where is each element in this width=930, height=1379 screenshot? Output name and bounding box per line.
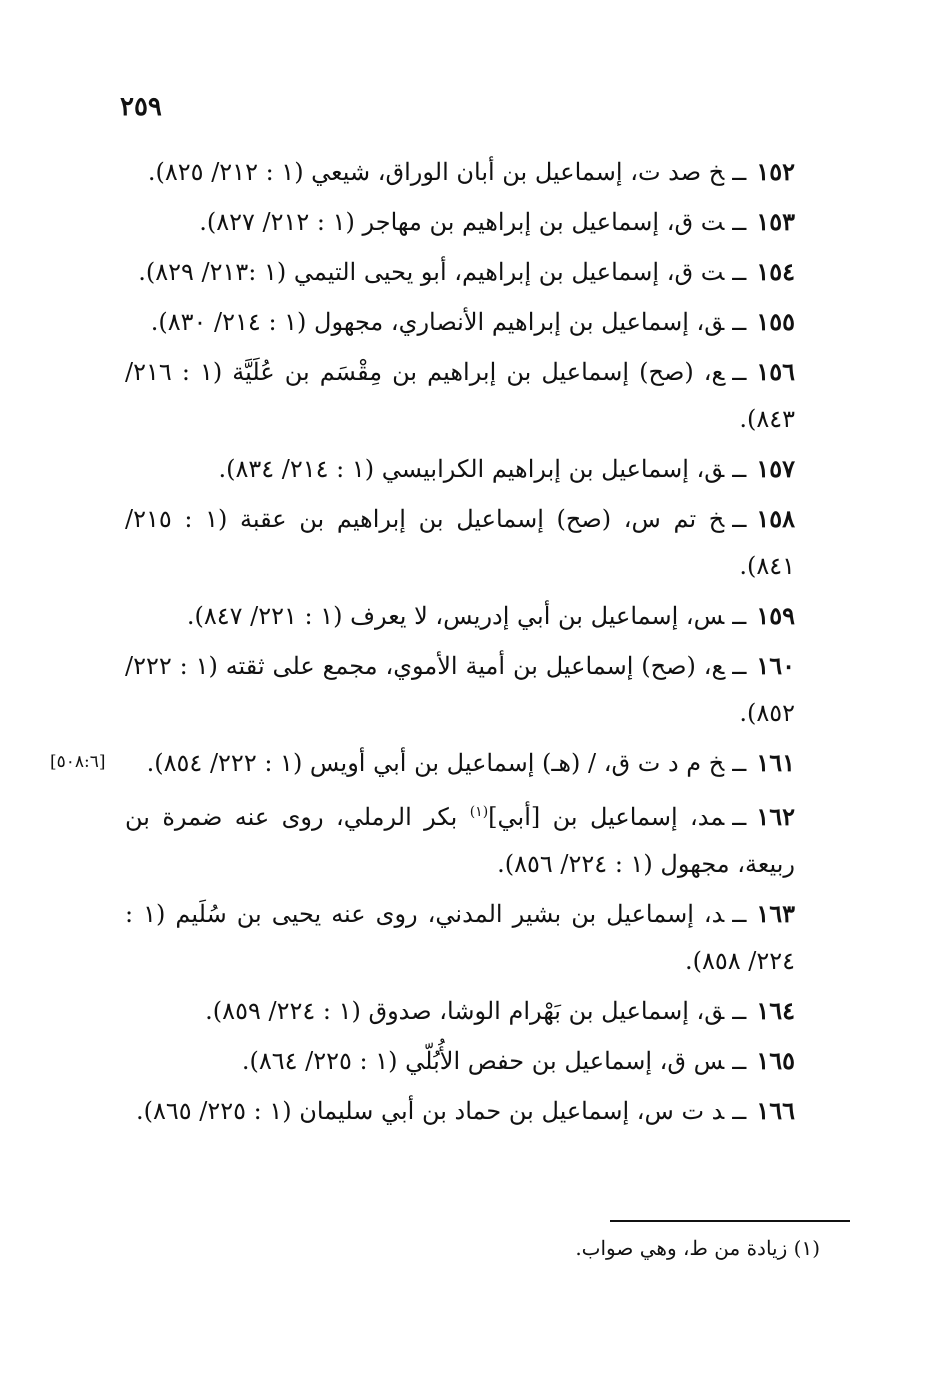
- entry-dash: ــ: [732, 505, 747, 533]
- entry-dash: ــ: [732, 258, 747, 286]
- entry-dash: ــ: [732, 308, 747, 336]
- entry-dash: ــ: [732, 358, 747, 386]
- entry-156: [125, 348, 795, 443]
- entry-text: ت ق، إسماعيل بن إبراهيم بن مهاجر (١ : ٢١٢/ ٨٢٧).: [199, 208, 725, 236]
- entry-dash: ــ: [732, 900, 747, 928]
- entry-number: ١٦٣: [756, 899, 796, 928]
- margin-reference: [٥٠٨:٦]: [50, 752, 106, 772]
- entry-text: ق، إسماعيل بن إبراهيم الكرابيسي (١ : ٢١٤/ ٨٣٤).: [218, 455, 725, 483]
- entry-160: [125, 642, 795, 737]
- entry-number: ١٦٦: [756, 1096, 795, 1125]
- entry-dash: ــ: [732, 803, 747, 831]
- entry-dash: ــ: [732, 455, 747, 483]
- entry-number: ١٦٥: [756, 1046, 795, 1075]
- entry-number: ١٥٨: [756, 504, 796, 533]
- entry-text: خ م د ت ق، / (هـ) إسماعيل بن أبي أويس (١ : ٢٢٢/ ٨٥٤).: [146, 749, 725, 777]
- entry-164: [125, 987, 795, 1035]
- entry-dash: ــ: [732, 602, 747, 630]
- entry-153: [125, 198, 795, 246]
- footnote-text: زيادة من ط، وهي صواب.: [575, 1236, 788, 1260]
- entry-dash: ــ: [732, 1047, 747, 1075]
- entry-number: ١٥٢: [756, 157, 795, 186]
- entry-number: ١٥٣: [756, 207, 795, 236]
- entry-number: ١٥٤: [756, 257, 795, 286]
- entry-text: ق، إسماعيل بن بَهْرام الوشا، صدوق (١ : ٢٢٤/ ٨٥٩).: [205, 997, 725, 1025]
- entry-159: [125, 592, 795, 640]
- entry-158: [125, 495, 795, 590]
- entry-157: [125, 445, 795, 493]
- footnote: [575, 1236, 820, 1260]
- entry-dash: ــ: [732, 652, 747, 680]
- entry-number: ١٥٩: [756, 601, 795, 630]
- entry-number: ١٦١: [756, 748, 795, 777]
- entry-163: [125, 890, 795, 985]
- footnote-number: (١): [793, 1236, 820, 1260]
- entry-text: ت ق، إسماعيل بن إبراهيم، أبو يحيى التيمي (١ :٢١٣/ ٨٢٩).: [138, 258, 725, 286]
- entry-text: س ق، إسماعيل بن حفص الأُبُلّي (١ : ٢٢٥/ ٨٦٤).: [241, 1047, 725, 1075]
- entry-text: د ت س، إسماعيل بن حماد بن أبي سليمان (١ : ٢٢٥/ ٨٦٥).: [135, 1097, 725, 1125]
- entry-152: [125, 148, 795, 196]
- entry-text: ع، (صح) إسماعيل بن إبراهيم بن مِقْسَم بن عُلَيَّة (١ : ٢١٦/ ٨٤٣).: [125, 358, 795, 433]
- entry-text: س، إسماعيل بن أبي إدريس، لا يعرف (١ : ٢٢١/ ٨٤٧).: [186, 602, 725, 630]
- footnote-divider: [610, 1220, 850, 1222]
- entry-text: مد، إسماعيل بن [أبي]: [488, 803, 725, 831]
- entry-155: [125, 298, 795, 346]
- entry-number: ١٦٤: [756, 996, 795, 1025]
- entry-number: ١٥٧: [756, 454, 795, 483]
- entry-text: د، إسماعيل بن بشير المدني، روى عنه يحيى بن سُلَيم (١ : ٢٢٤/ ٨٥٨).: [125, 900, 795, 975]
- entry-dash: ــ: [732, 1097, 747, 1125]
- entry-165: [125, 1037, 795, 1085]
- entry-161: [50, 739, 795, 787]
- entry-text: بكر الرملي، روى عنه ضمرة بن ربيعة، مجهول (١ : ٢٢٤/ ٨٥٦).: [125, 803, 795, 878]
- entry-text: ق، إسماعيل بن إبراهيم الأنصاري، مجهول (١ : ٢١٤/ ٨٣٠).: [150, 308, 725, 336]
- entry-text: ع، (صح) إسماعيل بن أمية الأموي، مجمع على ثقته (١ : ٢٢٢/ ٨٥٢).: [125, 652, 795, 727]
- footnote-marker: (١): [469, 804, 489, 820]
- entry-154: [125, 248, 795, 296]
- entry-dash: ــ: [732, 158, 747, 186]
- entry-number: ١٦٠: [756, 651, 796, 680]
- entry-166: [125, 1087, 795, 1135]
- entry-dash: ــ: [732, 749, 747, 777]
- entry-text: خ صد ت، إسماعيل بن أبان الوراق، شيعي (١ : ٢١٢/ ٨٢٥).: [147, 158, 725, 186]
- entry-dash: ــ: [732, 997, 747, 1025]
- entry-dash: ــ: [732, 208, 747, 236]
- entry-number: ١٥٥: [756, 307, 795, 336]
- entry-number: ١٦٢: [756, 802, 795, 831]
- entries-list: [50, 148, 796, 1137]
- entry-162: [125, 789, 795, 888]
- page-number: ٢٥٩: [120, 92, 162, 122]
- entry-number: ١٥٦: [756, 357, 796, 386]
- entry-text: خ تم س، (صح) إسماعيل بن إبراهيم بن عقبة (١ : ٢١٥/ ٨٤١).: [125, 505, 795, 580]
